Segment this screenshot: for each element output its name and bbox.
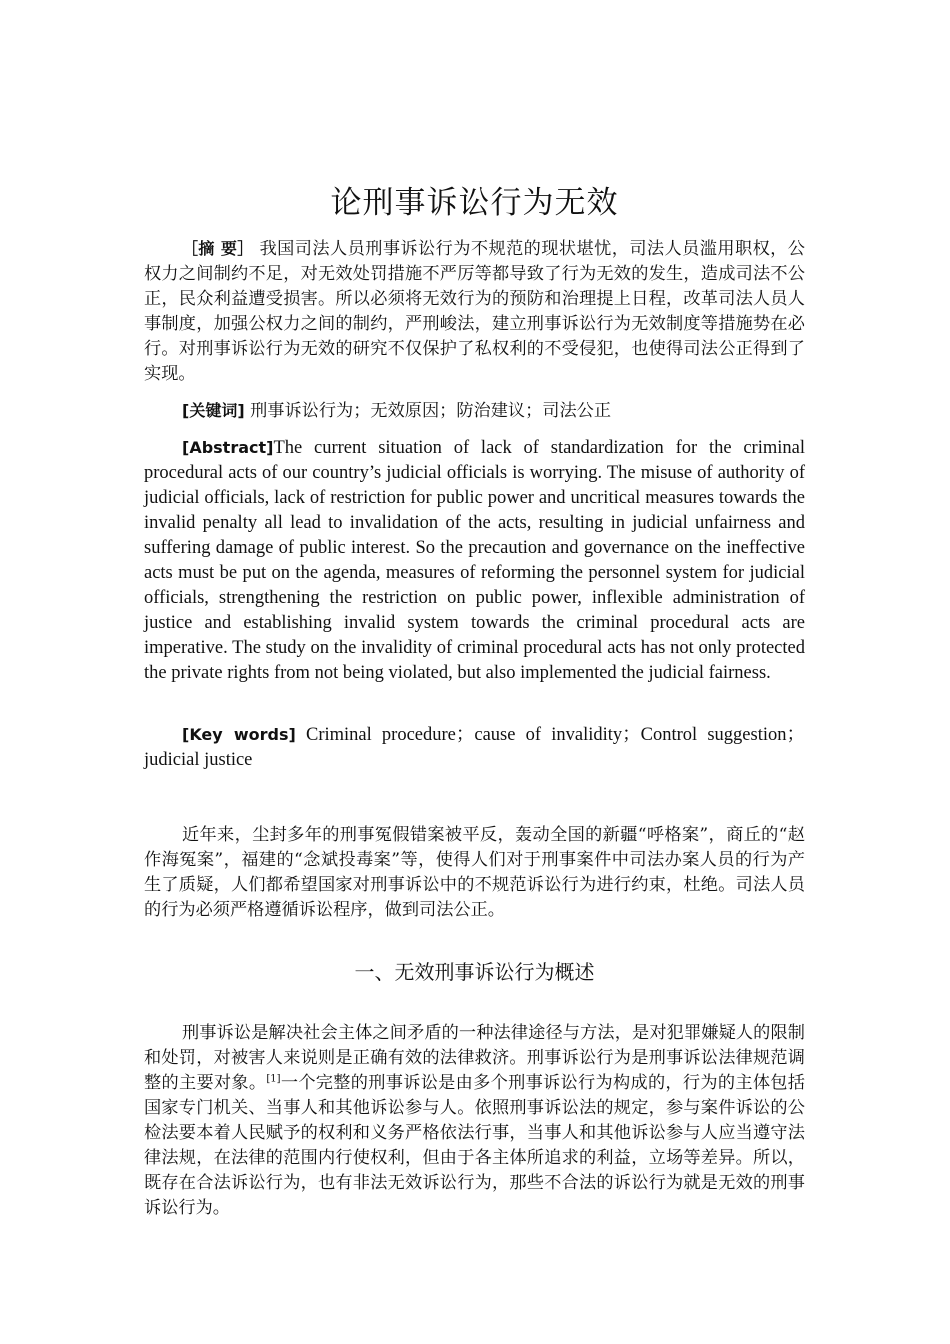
- intro-paragraph: 近年来，尘封多年的刑事冤假错案被平反，轰动全国的新疆“呼格案”，商丘的“赵作海冤案”，福建的“念斌投毒案”等，使得人们对于刑事案件中司法办案人员的行为产生了质疑，人们都希望国家对刑事诉讼中的不规范诉讼行为进行约束，杜绝。司法人员的行为必须严格遵循诉讼程序，做到司法公正。: [144, 825, 805, 920]
- keywords-english: [144, 722, 805, 773]
- section-heading: 一、无效刑事诉讼行为概述: [354, 960, 595, 984]
- abstract-chinese-text: 我国司法人员刑事诉讼行为不规范的现状堪忧，司法人员滥用职权，公权力之间制约不足，对无效处罚措施不严厉等都导致了行为无效的发生，造成司法不公正，民众利益遭受损害。所以必须将无效行为的预防和治理提上日程，改革司法人员人事制度，加强公权力之间的制约，严刑峻法，建立刑事诉讼行为无效制度等措施势在必行。对刑事诉讼行为无效的研究不仅保护了私权利的不受侵犯，也使得司法公正得到了实现。: [144, 239, 805, 384]
- abstract-chinese-label: ［摘 要］: [182, 239, 254, 258]
- keywords-english-label: [Key words]: [182, 725, 296, 744]
- section-paragraph-text-part1: 刑事诉讼是解决社会主体之间矛盾的一种法律途径与方法，是对犯罪嫌疑人的限制和处罚，对被害人来说则是正确有效的法律救济。刑事诉讼行为是刑事诉讼法律规范调整的主要对象。: [144, 1023, 805, 1093]
- keywords-chinese: [144, 398, 805, 424]
- keywords-english-text: Criminal procedure；cause of invalidity；Control suggestion；judicial justice: [144, 725, 806, 770]
- abstract-english-text: The current situation of lack of standardization for the criminal procedural acts of our country’s judicial officials is worrying. The misuse of authority of judicial officials, lack of restriction for public power and uncritical measures towards the invalid penalty all lead to invalidation of the acts, resulting in judicial unfairness and suffering damage of public interest. So the precaution and governance on the ineffective acts must be put on the agenda, measures of reforming the personnel system for judicial officials, strengthening the restriction on public power, inflexible administration of justice and establishing invalid system towards the criminal procedural acts are imperative. The study on the invalidity of criminal procedural acts has not only protected the private rights from not being violated, but also implemented the judicial fairness.: [144, 438, 805, 683]
- abstract-english: [144, 435, 805, 686]
- citation-reference: [1]: [266, 1073, 281, 1085]
- section-paragraph-text-part2: 一个完整的刑事诉讼是由多个刑事诉讼行为构成的，行为的主体包括国家专门机关、当事人和其他诉讼参与人。依照刑事诉讼法的规定，参与案件诉讼的公检法要本着人民赋予的权利和义务严格依法行事，当事人和其他诉讼参与人应当遵守法律法规，在法律的范围内行使权利，但由于各主体所追求的利益，立场等差异。所以，既存在合法诉讼行为，也有非法无效诉讼行为，那些不合法的诉讼行为就是无效的刑事诉讼行为。: [144, 1073, 805, 1218]
- abstract-english-label: [Abstract]: [182, 438, 274, 457]
- paper-title: 论刑事诉讼行为无效: [330, 185, 619, 221]
- keywords-chinese-text: 刑事诉讼行为；无效原因；防治建议；司法公正: [250, 401, 612, 421]
- section-paragraph: [144, 1021, 805, 1221]
- abstract-chinese: [144, 236, 805, 387]
- keywords-chinese-label: [关键词]: [182, 401, 245, 420]
